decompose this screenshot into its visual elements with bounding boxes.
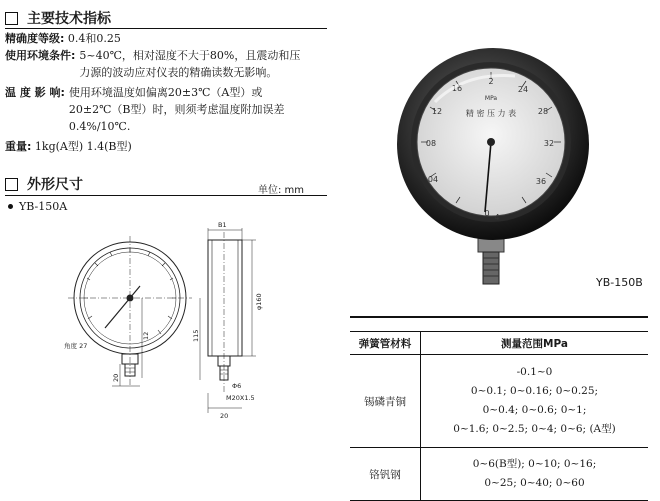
section-header-dimensions: [5, 174, 83, 194]
svg-text:08: 08: [425, 139, 437, 148]
range-cell: -0.1~0 0~0.1; 0~0.16; 0~0.25; 0~0.4; 0~0.6; 0~1; 0~1.6; 0~2.5; 0~4; 0~6; (A型): [453, 366, 616, 435]
gauge-photo: [395, 42, 600, 287]
material-cell: 锡磷青铜: [350, 355, 421, 448]
dim-angle: 角度 27: [64, 342, 88, 350]
svg-text:精 密 压 力 表: 精 密 压 力 表: [465, 109, 517, 118]
table-top-rule: [350, 316, 648, 318]
svg-text:24: 24: [517, 85, 529, 94]
header-range: 测量范围MPa: [501, 337, 568, 350]
svg-text:36: 36: [535, 177, 547, 186]
needle: [105, 298, 130, 328]
section-title: 主要技术指标: [27, 11, 111, 27]
dim-b1: B1: [218, 221, 227, 229]
svg-text:04: 04: [427, 175, 439, 184]
dim-diameter: φ160: [255, 293, 263, 310]
spec-weight: 重量: 1kg(A型) 1.4(B型): [5, 140, 132, 153]
gauge-side-body: [208, 240, 242, 356]
svg-text:4: 4: [494, 213, 500, 222]
dim-d: Φ6: [232, 382, 242, 390]
dim-115: 115: [192, 329, 200, 342]
svg-text:2: 2: [488, 77, 494, 86]
material-cell: 铬钒钢: [350, 448, 421, 501]
svg-text:MPa: MPa: [484, 95, 498, 102]
table-header-row: [350, 332, 648, 355]
spec-temperature: 温 度 影 响: 使用环境温度如偏离20±3℃（A型）或 20±2℃（B型）时，则须考虑温度附加误差 0.4%/10℃.: [5, 86, 285, 133]
divider: [5, 28, 327, 29]
unit-label: 单位: mm: [258, 185, 305, 196]
checkbox-square-icon: [5, 178, 18, 191]
dim-20: 20: [220, 412, 229, 420]
header-material: 弹簧管材料: [350, 332, 421, 355]
spec-environment: 使用环境条件: 5~40℃，相对湿度不大于80%，且震动和压 力源的波动应对仪表的精确读数无影响。: [5, 49, 301, 79]
spec-accuracy: 精确度等级: 0.4和0.25: [5, 32, 121, 45]
svg-text:12: 12: [431, 107, 443, 116]
checkbox-square-icon: [5, 12, 18, 25]
svg-text:16: 16: [451, 84, 463, 93]
range-cell: 0~6(B型); 0~10; 0~16; 0~25; 0~40; 0~60: [472, 458, 597, 489]
svg-text:32: 32: [543, 139, 555, 148]
model-a-label: YB-150A: [8, 200, 67, 213]
dim-small: 20: [112, 373, 120, 382]
svg-text:0: 0: [484, 209, 490, 218]
bullet-icon: [8, 204, 13, 209]
photo-socket-thread: [483, 252, 499, 284]
divider: [5, 195, 327, 196]
section-title: 外形尺寸: [27, 177, 83, 193]
dim-thread: M20X1.5: [226, 394, 255, 402]
spec-list: [5, 30, 335, 155]
section-header-specs: [5, 8, 111, 28]
photo-caption: YB-150B: [596, 276, 643, 289]
svg-text:28: 28: [537, 107, 549, 116]
table-row: [350, 355, 648, 448]
dim-12: 12: [142, 331, 150, 340]
dimension-drawing: [60, 218, 290, 428]
range-table: [350, 331, 648, 501]
